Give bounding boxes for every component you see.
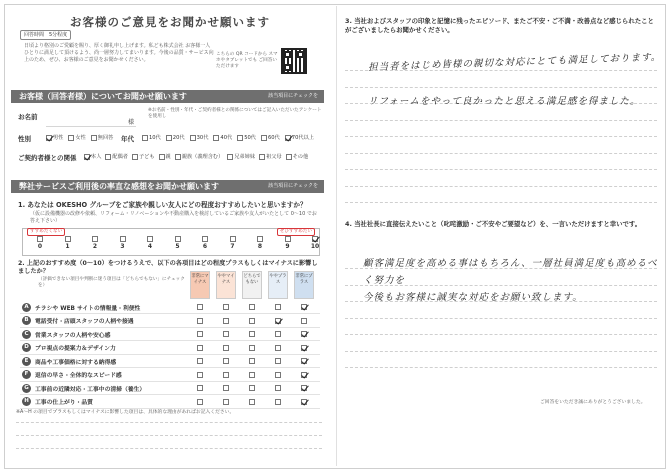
impact-checkbox[interactable] (223, 331, 229, 337)
relation-checkbox[interactable] (105, 154, 111, 160)
impact-letter: C (22, 330, 31, 339)
service-section-header (11, 180, 324, 193)
relation-option-label: 子ども (138, 154, 155, 160)
scale-checkbox[interactable] (37, 236, 43, 242)
age-options (142, 134, 314, 141)
impact-header: ややマイナス (216, 271, 236, 299)
scale-number: 8 (257, 243, 263, 250)
impact-label: 商品や工事価格に対する納得感 (35, 359, 117, 366)
impact-checkbox[interactable] (197, 318, 203, 324)
answer-line (345, 153, 657, 154)
relation-checkbox[interactable] (132, 154, 138, 160)
age-checkbox[interactable] (261, 135, 267, 141)
gender-checkbox[interactable] (91, 135, 97, 141)
impact-label: 返信の早さ・全体的なスピード感 (35, 373, 122, 379)
impact-label: 工事前の近隣対応・工事中の清掃（養生） (35, 386, 146, 393)
answer-line (345, 136, 657, 137)
scale-number: 0 (37, 243, 43, 250)
answer-line (345, 367, 657, 368)
impact-checkbox[interactable] (249, 385, 255, 391)
age-checkbox[interactable] (190, 135, 196, 141)
impact-checkbox[interactable] (223, 385, 229, 391)
q1-subtext: （仮に設備機器の改修や依頼、リフォーム・リノベーションや不動産購入を検討しているご家族や友人がいたとして 0〜10 でお答え下さい） (30, 211, 317, 224)
relation-checkbox[interactable] (84, 154, 90, 160)
footnote-line (16, 448, 322, 449)
answer-line (345, 318, 657, 319)
relation-option[interactable] (259, 153, 282, 160)
scale-number: 5 (175, 243, 180, 250)
impact-checkbox[interactable] (223, 399, 229, 405)
gender-checkbox[interactable] (46, 135, 52, 141)
scale-checkbox[interactable] (120, 236, 126, 242)
q2-text: 2. 上記のおすすめ度（0〜10）をつけるうえで、以下の各項目はどの程度プラスもしくはマイナスに影響しましたか？ (18, 260, 318, 275)
relation-checkbox[interactable] (159, 154, 165, 160)
age-checkbox[interactable] (166, 135, 172, 141)
impact-checkbox[interactable] (301, 358, 307, 364)
impact-checkbox[interactable] (223, 372, 229, 378)
q4-answer-1: 顧客満足度を高める事はもちろん、一層社員満足度も高めるべく努力を (363, 258, 658, 286)
impact-checkbox[interactable] (275, 331, 281, 337)
recommend-scale (22, 228, 320, 256)
impact-letter: D (22, 343, 31, 352)
relation-option[interactable] (175, 153, 224, 160)
age-checkbox[interactable] (237, 135, 243, 141)
age-option[interactable] (213, 134, 232, 141)
impact-letter: G (22, 384, 31, 393)
age-option-label: 60代 (267, 135, 280, 141)
q3-text: 3. 当社およびスタッフの印象と記憶に残ったエピソード、またご不安・ご不満・改善点など感じられたことがございましたらお聞かせください。 (345, 17, 654, 34)
q3-answer-1: 担当者をはじめ皆様の親切な対応にとても満足しております。 (367, 51, 662, 74)
scale-number: 6 (202, 243, 208, 250)
qr-note: こちらの QR コードから スマホやタブレットでも ご回答いただけます (216, 52, 278, 69)
impact-label: 営業スタッフの人柄や安心感 (35, 332, 111, 339)
center-divider (336, 6, 337, 466)
impact-checkbox[interactable] (197, 385, 203, 391)
relation-options (84, 153, 308, 160)
scale-checkbox[interactable] (202, 236, 208, 242)
answer-line (345, 87, 657, 88)
qr-corner (284, 51, 291, 58)
q2-footnote: ※A〜H の項目でプラスもしくはマイナスに影響した項目は、具体的な理由があればお記入ください。 (16, 410, 235, 415)
impact-header: 非常にプラス (294, 271, 314, 299)
impact-row (20, 328, 320, 341)
age-checkbox[interactable] (213, 135, 219, 141)
gender-checkbox[interactable] (68, 135, 74, 141)
q2-subtext: （評価できない項目や判断に迷う項目は「どちらでもない」にチェックを） (38, 277, 185, 288)
impact-checkbox[interactable] (249, 399, 255, 405)
gender-option-label: 無回答 (97, 135, 114, 141)
answer-line (345, 120, 657, 121)
impact-label: 電話受付・店頭スタッフの人柄や接遇 (35, 319, 134, 325)
gender-option-label: 女性 (75, 135, 86, 141)
impact-label: プロ視点の提案力＆デザイン力 (35, 346, 116, 352)
impact-checkbox[interactable] (301, 372, 307, 378)
answer-line (345, 334, 657, 335)
age-option[interactable] (166, 134, 185, 141)
scale-low-tag: すすめたくない (27, 228, 65, 236)
name-suffix: 様 (128, 119, 135, 126)
relation-option-label: 親族（義理含む） (181, 154, 224, 160)
impact-row (20, 301, 320, 314)
gender-option-label: 男性 (53, 135, 64, 141)
impact-letter: A (22, 303, 31, 312)
age-option-label: 30代 (196, 135, 209, 141)
answer-line (345, 186, 657, 187)
scale-checkbox[interactable] (65, 236, 71, 242)
q4-answer-2: 今後もお客様に誠実な対応をお願い致します。 (363, 292, 583, 303)
age-option-label: 10代 (149, 135, 161, 141)
age-option-label: 40代 (220, 135, 233, 141)
scale-checkbox[interactable] (257, 236, 263, 242)
impact-row (20, 382, 320, 395)
relation-option[interactable] (159, 153, 171, 160)
impact-checkbox[interactable] (275, 318, 281, 324)
impact-checkbox[interactable] (223, 318, 229, 324)
relation-label: ご契約者様との関係 (18, 154, 77, 162)
impact-letter: F (22, 370, 31, 379)
age-option[interactable] (190, 134, 209, 141)
scale-checkbox[interactable] (312, 236, 318, 242)
impact-letter: B (22, 316, 31, 325)
relation-option-label: 兄弟姉妹 (234, 154, 256, 160)
relation-checkbox[interactable] (286, 154, 292, 160)
qr-corner (284, 64, 291, 71)
scale-number: 4 (147, 243, 153, 250)
impact-checkbox[interactable] (197, 372, 203, 378)
impact-checkbox[interactable] (301, 318, 307, 324)
impact-checkbox[interactable] (275, 358, 281, 364)
scale-checkbox[interactable] (230, 236, 236, 242)
age-option[interactable] (142, 134, 161, 141)
impact-checkbox[interactable] (249, 358, 255, 364)
scale-checkbox[interactable] (175, 236, 181, 242)
impact-checkbox[interactable] (301, 331, 307, 337)
gender-option[interactable] (46, 134, 63, 141)
thanks-footer: ご回答をいただき誠にありがとうございました。 (540, 400, 646, 405)
impact-checkbox[interactable] (275, 385, 281, 391)
customer-section-header (11, 90, 324, 103)
impact-checkbox[interactable] (197, 304, 203, 310)
gender-option[interactable] (68, 134, 85, 141)
answer-line (345, 202, 657, 203)
impact-checkbox[interactable] (223, 358, 229, 364)
q4-text: 4. 当社社長に直接伝えたいこと（叱咤激励・ご不安やご要望など）を、一言いただけますと幸いです。 (345, 220, 642, 228)
impact-checkbox[interactable] (197, 399, 203, 405)
relation-option[interactable] (227, 153, 255, 160)
impact-row (20, 355, 320, 368)
scale-checkbox[interactable] (147, 236, 153, 242)
relation-option-label: 祖父母 (266, 154, 282, 160)
impact-checkbox[interactable] (275, 345, 281, 351)
qr-code-icon[interactable] (281, 48, 307, 74)
relation-option-label: 本人 (91, 154, 102, 160)
qr-corner (297, 51, 304, 58)
scale-number: 10 (310, 243, 320, 250)
relation-option-label: 配偶者 (112, 154, 128, 160)
impact-row (20, 396, 320, 409)
impact-checkbox[interactable] (223, 304, 229, 310)
impact-checkbox[interactable] (301, 345, 307, 351)
impact-checkbox[interactable] (301, 385, 307, 391)
scale-number: 1 (65, 243, 70, 250)
impact-checkbox[interactable] (197, 331, 203, 337)
relation-option[interactable] (132, 153, 155, 160)
gender-option[interactable] (91, 134, 114, 141)
age-checkbox[interactable] (142, 135, 148, 141)
scale-checkbox[interactable] (285, 236, 291, 242)
age-checkbox[interactable] (285, 135, 291, 141)
impact-checkbox[interactable] (249, 318, 255, 324)
page-title: お客様のご意見をお聞かせ願います (70, 15, 270, 29)
impact-checkbox[interactable] (197, 358, 203, 364)
scale-number: 7 (230, 243, 235, 250)
impact-checkbox[interactable] (275, 372, 281, 378)
impact-checkbox[interactable] (249, 331, 255, 337)
scale-number: 3 (120, 243, 125, 250)
relation-checkbox[interactable] (227, 154, 233, 160)
q3-answer-2: リフォームをやって良かったと思える満足感を得ました。 (368, 96, 641, 107)
relation-option[interactable] (105, 153, 128, 160)
gender-options (46, 134, 113, 141)
age-option[interactable] (285, 134, 314, 141)
impact-row (20, 315, 320, 328)
impact-checkbox[interactable] (249, 304, 255, 310)
impact-label: チラシや WEB サイトの情報量・利便性 (35, 305, 141, 312)
footnote-line (16, 435, 322, 436)
impact-letter: H (22, 397, 31, 406)
impact-header: ややプラス (268, 271, 288, 299)
relation-checkbox[interactable] (259, 154, 265, 160)
impact-checkbox[interactable] (249, 345, 255, 351)
age-label: 年代 (121, 135, 134, 143)
relation-option-label: その他 (292, 154, 309, 160)
age-option-label: 20代 (172, 135, 185, 141)
age-option[interactable] (237, 134, 256, 141)
impact-header: 非常にマイナス (190, 271, 210, 299)
impact-checkbox[interactable] (301, 304, 307, 310)
name-underline (46, 126, 136, 127)
relation-option-label: 親 (165, 154, 171, 160)
customer-section-note: 該当項目にチェックを (268, 93, 318, 99)
impact-row (20, 342, 320, 355)
impact-header: どちらでもない (242, 271, 262, 299)
impact-checkbox[interactable] (301, 399, 307, 405)
impact-checkbox[interactable] (249, 372, 255, 378)
impact-checkbox[interactable] (275, 304, 281, 310)
answer-line (345, 351, 657, 352)
relation-option[interactable] (84, 153, 101, 160)
scale-checkbox[interactable] (92, 236, 98, 242)
scale-high-tag: ぜひすすめたい (277, 228, 315, 236)
gender-label: 性別 (18, 135, 31, 143)
impact-checkbox[interactable] (275, 399, 281, 405)
q1-text: 1. あなたは OKESHO グループをご家族や親しい友人にどの程度おすすめしたいと思いますか？ (18, 201, 307, 209)
age-option-label: 50代 (244, 135, 256, 141)
impact-label: 工事の仕上がり・品質 (35, 400, 93, 406)
footnote-line (16, 422, 322, 423)
service-section-note: 該当項目にチェックを (268, 183, 318, 189)
service-section-title: 弊社サービスご利用後の率直な感想をお聞かせ願います (19, 182, 219, 191)
intro-text: 日頃より格別のご愛顧を賜り、厚く御礼申し上げます。私ども株式会社 お客様一人ひとりに満足して頂けるよう、尚一層努力してまいります。今後の品質・サービス向上のため、ぜひ、お客様のご意見をお聞かせください。 (24, 43, 214, 63)
relation-option[interactable] (286, 153, 309, 160)
impact-letter: E (22, 357, 31, 366)
relation-checkbox[interactable] (175, 154, 181, 160)
impact-checkbox[interactable] (223, 345, 229, 351)
impact-checkbox[interactable] (197, 345, 203, 351)
answer-line (345, 169, 657, 170)
name-label: お名前 (18, 113, 38, 121)
scale-number: 2 (92, 243, 98, 250)
age-option[interactable] (261, 134, 280, 141)
age-option-label: 70代以上 (291, 135, 314, 141)
scale-number: 9 (285, 243, 290, 250)
name-note: ※お名前・性別・年代・ご契約者様との関係についてはご記入いただいたアンケートを使用し (148, 108, 322, 119)
customer-section-title: お客様（回答者様）についてお聞かせ願います (19, 92, 187, 101)
impact-row (20, 369, 320, 382)
time-pill: 回答時間 5分程度 (20, 30, 71, 40)
